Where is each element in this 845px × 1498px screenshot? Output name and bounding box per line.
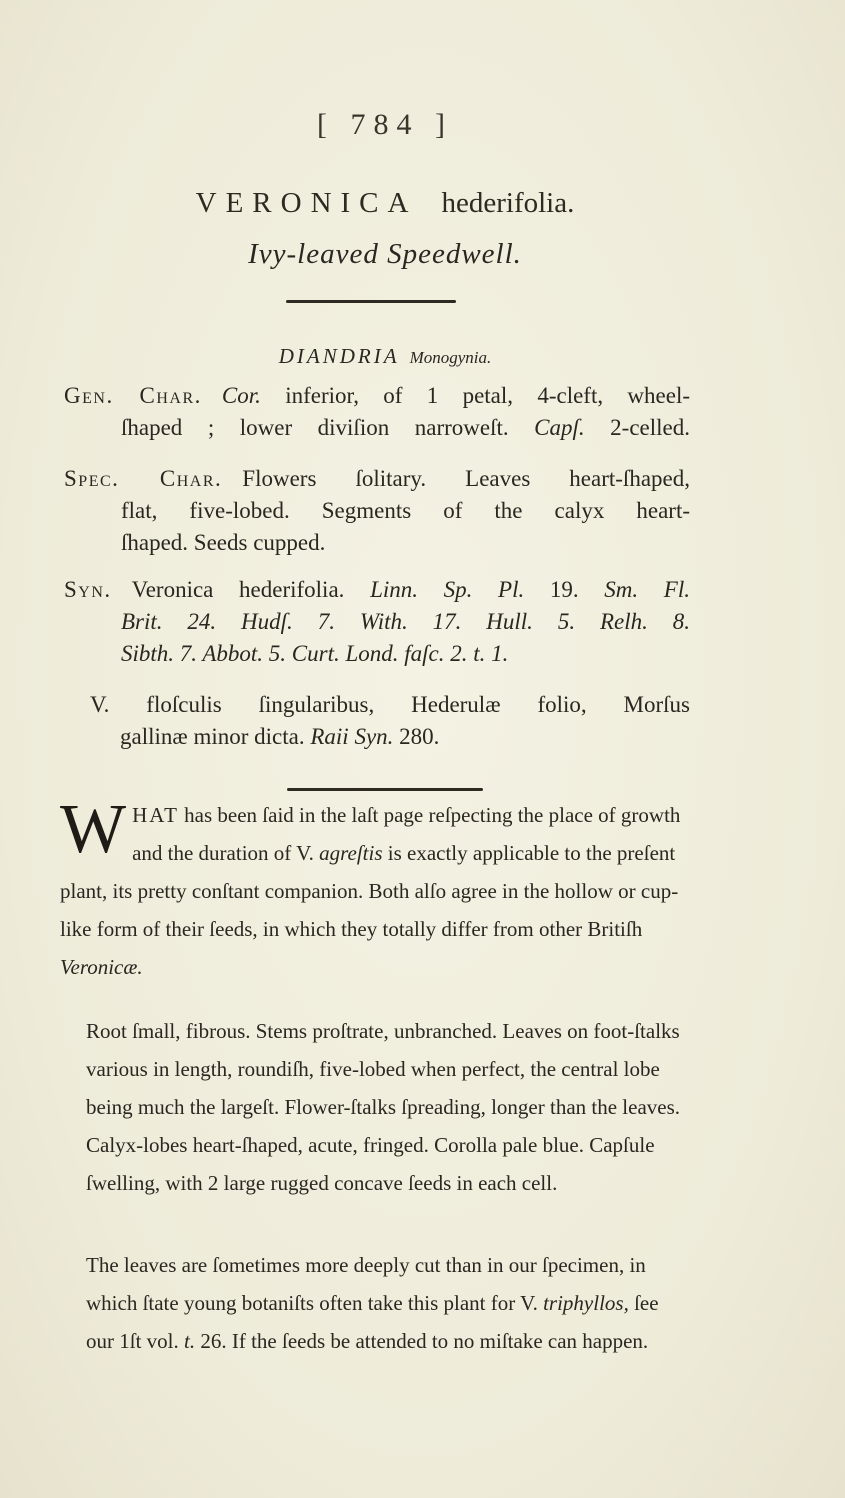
- common-name: Ivy-leaved Speedwell.: [248, 238, 522, 270]
- paragraph-habitat: WHAT has been ſaid in the laſt page reſpecting the place of growth and the duration of V. agreſtis is exactly applicable to the preſent plant, its pretty conſtant companion. Both alſo agree in the hollow or cup-like form of their ſeeds, in which they totally differ from other Britiſh Veronicæ.: [60, 791, 681, 979]
- paragraph-description: Root ſmall, fibrous. Stems proſtrate, unbranched. Leaves on foot-ſtalks various in length, roundiſh, five-lobed when perfect, the central lobe being much the largeſt. Flower-ſtalks ſpreading, longer than the leaves. Calyx-lobes heart-ſhaped, acute, fringed. Corolla pale blue. Capſule ſwelling, with 2 large rugged concave ſeeds in each cell.: [86, 1019, 681, 1195]
- plant-title: [0, 186, 770, 220]
- species-name: hederifolia.: [441, 187, 575, 219]
- generic-character: Gen. Char. Cor. inferior, of 1 petal, 4-cleft, wheel- ſhaped ; lower diviſion narroweſt. Capſ. 2-celled.: [64, 383, 690, 440]
- syn-label: Syn.: [64, 577, 112, 602]
- drop-cap: W: [60, 791, 127, 868]
- spec-char-label: Spec. Char.: [64, 466, 223, 491]
- title-divider: [286, 300, 456, 303]
- ordo: Monogynia.: [409, 348, 492, 367]
- gen-char-label: Gen. Char.: [64, 383, 202, 408]
- genus-name: VERONICA: [195, 187, 418, 219]
- page-number: [ 784 ]: [317, 108, 453, 141]
- paragraph-notes: The leaves are ſometimes more deeply cut than in our ſpecimen, in which ſtate young botaniſts often take this plant for V. triphyllos, ſee our 1ſt vol. t. 26. If the ſeeds be attended to no miſtake can happen.: [86, 1253, 659, 1353]
- section-divider: [287, 788, 483, 791]
- classis: DIANDRIA: [278, 344, 400, 368]
- linnaean-classification: [0, 344, 770, 369]
- specific-character: Spec. Char. Flowers ſolitary. Leaves heart-ſhaped, flat, five-lobed. Segments of the calyx heart- ſhaped. Seeds cupped.: [64, 466, 690, 555]
- synonyms: Syn. Veronica hederifolia. Linn. Sp. Pl. 19. Sm. Fl. Brit. 24. Hudſ. 7. With. 17. Hull. 5. Relh. 8. Sibth. 7. Abbot. 5. Curt. Lond. faſc. 2. t. 1.: [64, 577, 690, 666]
- synonym-ray: V. floſculis ſingularibus, Hederulæ folio, Morſus gallinæ minor dicta. Raii Syn. 280.: [90, 692, 690, 749]
